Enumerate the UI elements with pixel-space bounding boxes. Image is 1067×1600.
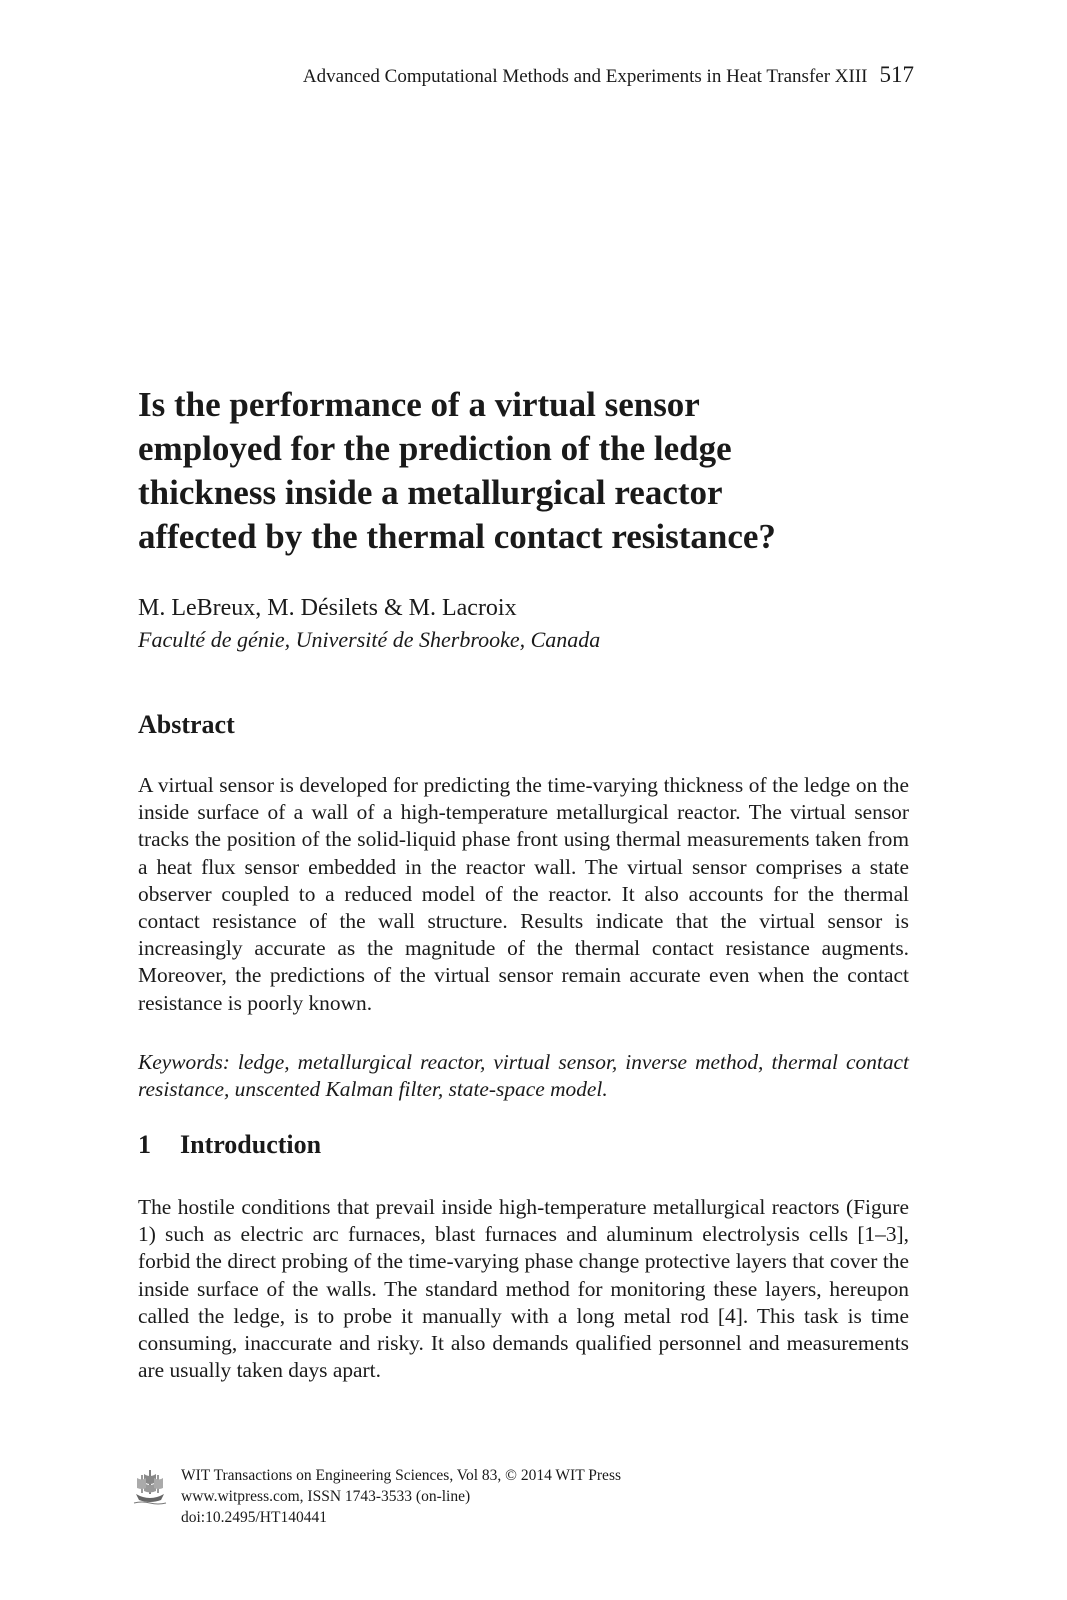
ship-logo-icon — [132, 1466, 168, 1506]
section-number: 1 — [138, 1130, 151, 1159]
abstract-heading: Abstract — [138, 710, 235, 739]
footer-line: www.witpress.com, ISSN 1743-3533 (on-line) — [181, 1488, 471, 1505]
title-line: thickness inside a metallurgical reactor — [138, 473, 723, 512]
introduction-text: The hostile conditions that prevail inside high-temperature metallurgical reactors (Figure 1) such as electric arc furnaces, blast furnaces and aluminum electrolysis cells [1–3], forbid the direct probing of the time-varying phase change protective layers that cover the inside surface of the walls. The standard method for monitoring these layers, hereupon called the ledge, is to probe it manually with a long metal rod [4]. This task is time consuming, inaccurate and risky. It also demands qualified personnel and measurements are usually taken days apart. — [138, 1195, 909, 1383]
affiliation: Faculté de génie, Université de Sherbrooke, Canada — [138, 627, 601, 652]
footer-doi: doi:10.2495/HT140441 — [181, 1509, 327, 1526]
footer-line: WIT Transactions on Engineering Sciences, Vol 83, © 2014 WIT Press — [181, 1467, 622, 1484]
introduction-heading — [138, 1130, 321, 1160]
paper-title — [138, 383, 918, 559]
keywords: Keywords: ledge, metallurgical reactor, virtual sensor, inverse method, thermal contact resistance, unscented Kalman filter, state-space model. — [138, 1050, 909, 1102]
running-title: Advanced Computational Methods and Experiments in Heat Transfer XIII — [302, 66, 868, 87]
page-number: 517 — [879, 62, 914, 87]
title-line: employed for the prediction of the ledge — [138, 429, 732, 468]
abstract-text: A virtual sensor is developed for predicting the time-varying thickness of the ledge on the inside surface of a wall of a high-temperature metallurgical reactor. The virtual sensor tracks the position of the solid-liquid phase front using thermal measurements taken from a heat flux sensor embedded in the reactor wall. The virtual sensor comprises a state observer coupled to a reduced model of the reactor. It also accounts for the thermal contact resistance of the wall structure. Results indicate that the virtual sensor is increasingly accurate as the magnitude of the thermal contact resistance augments. Moreover, the predictions of the virtual sensor remain accurate even when the contact resistance is poorly known. — [138, 773, 909, 1015]
section-title: Introduction — [180, 1130, 322, 1159]
authors: M. LeBreux, M. Désilets & M. Lacroix — [138, 595, 517, 621]
running-header — [0, 62, 914, 88]
footer — [181, 1465, 621, 1528]
title-line: Is the performance of a virtual sensor — [138, 385, 700, 424]
title-line: affected by the thermal contact resistance? — [138, 517, 776, 556]
